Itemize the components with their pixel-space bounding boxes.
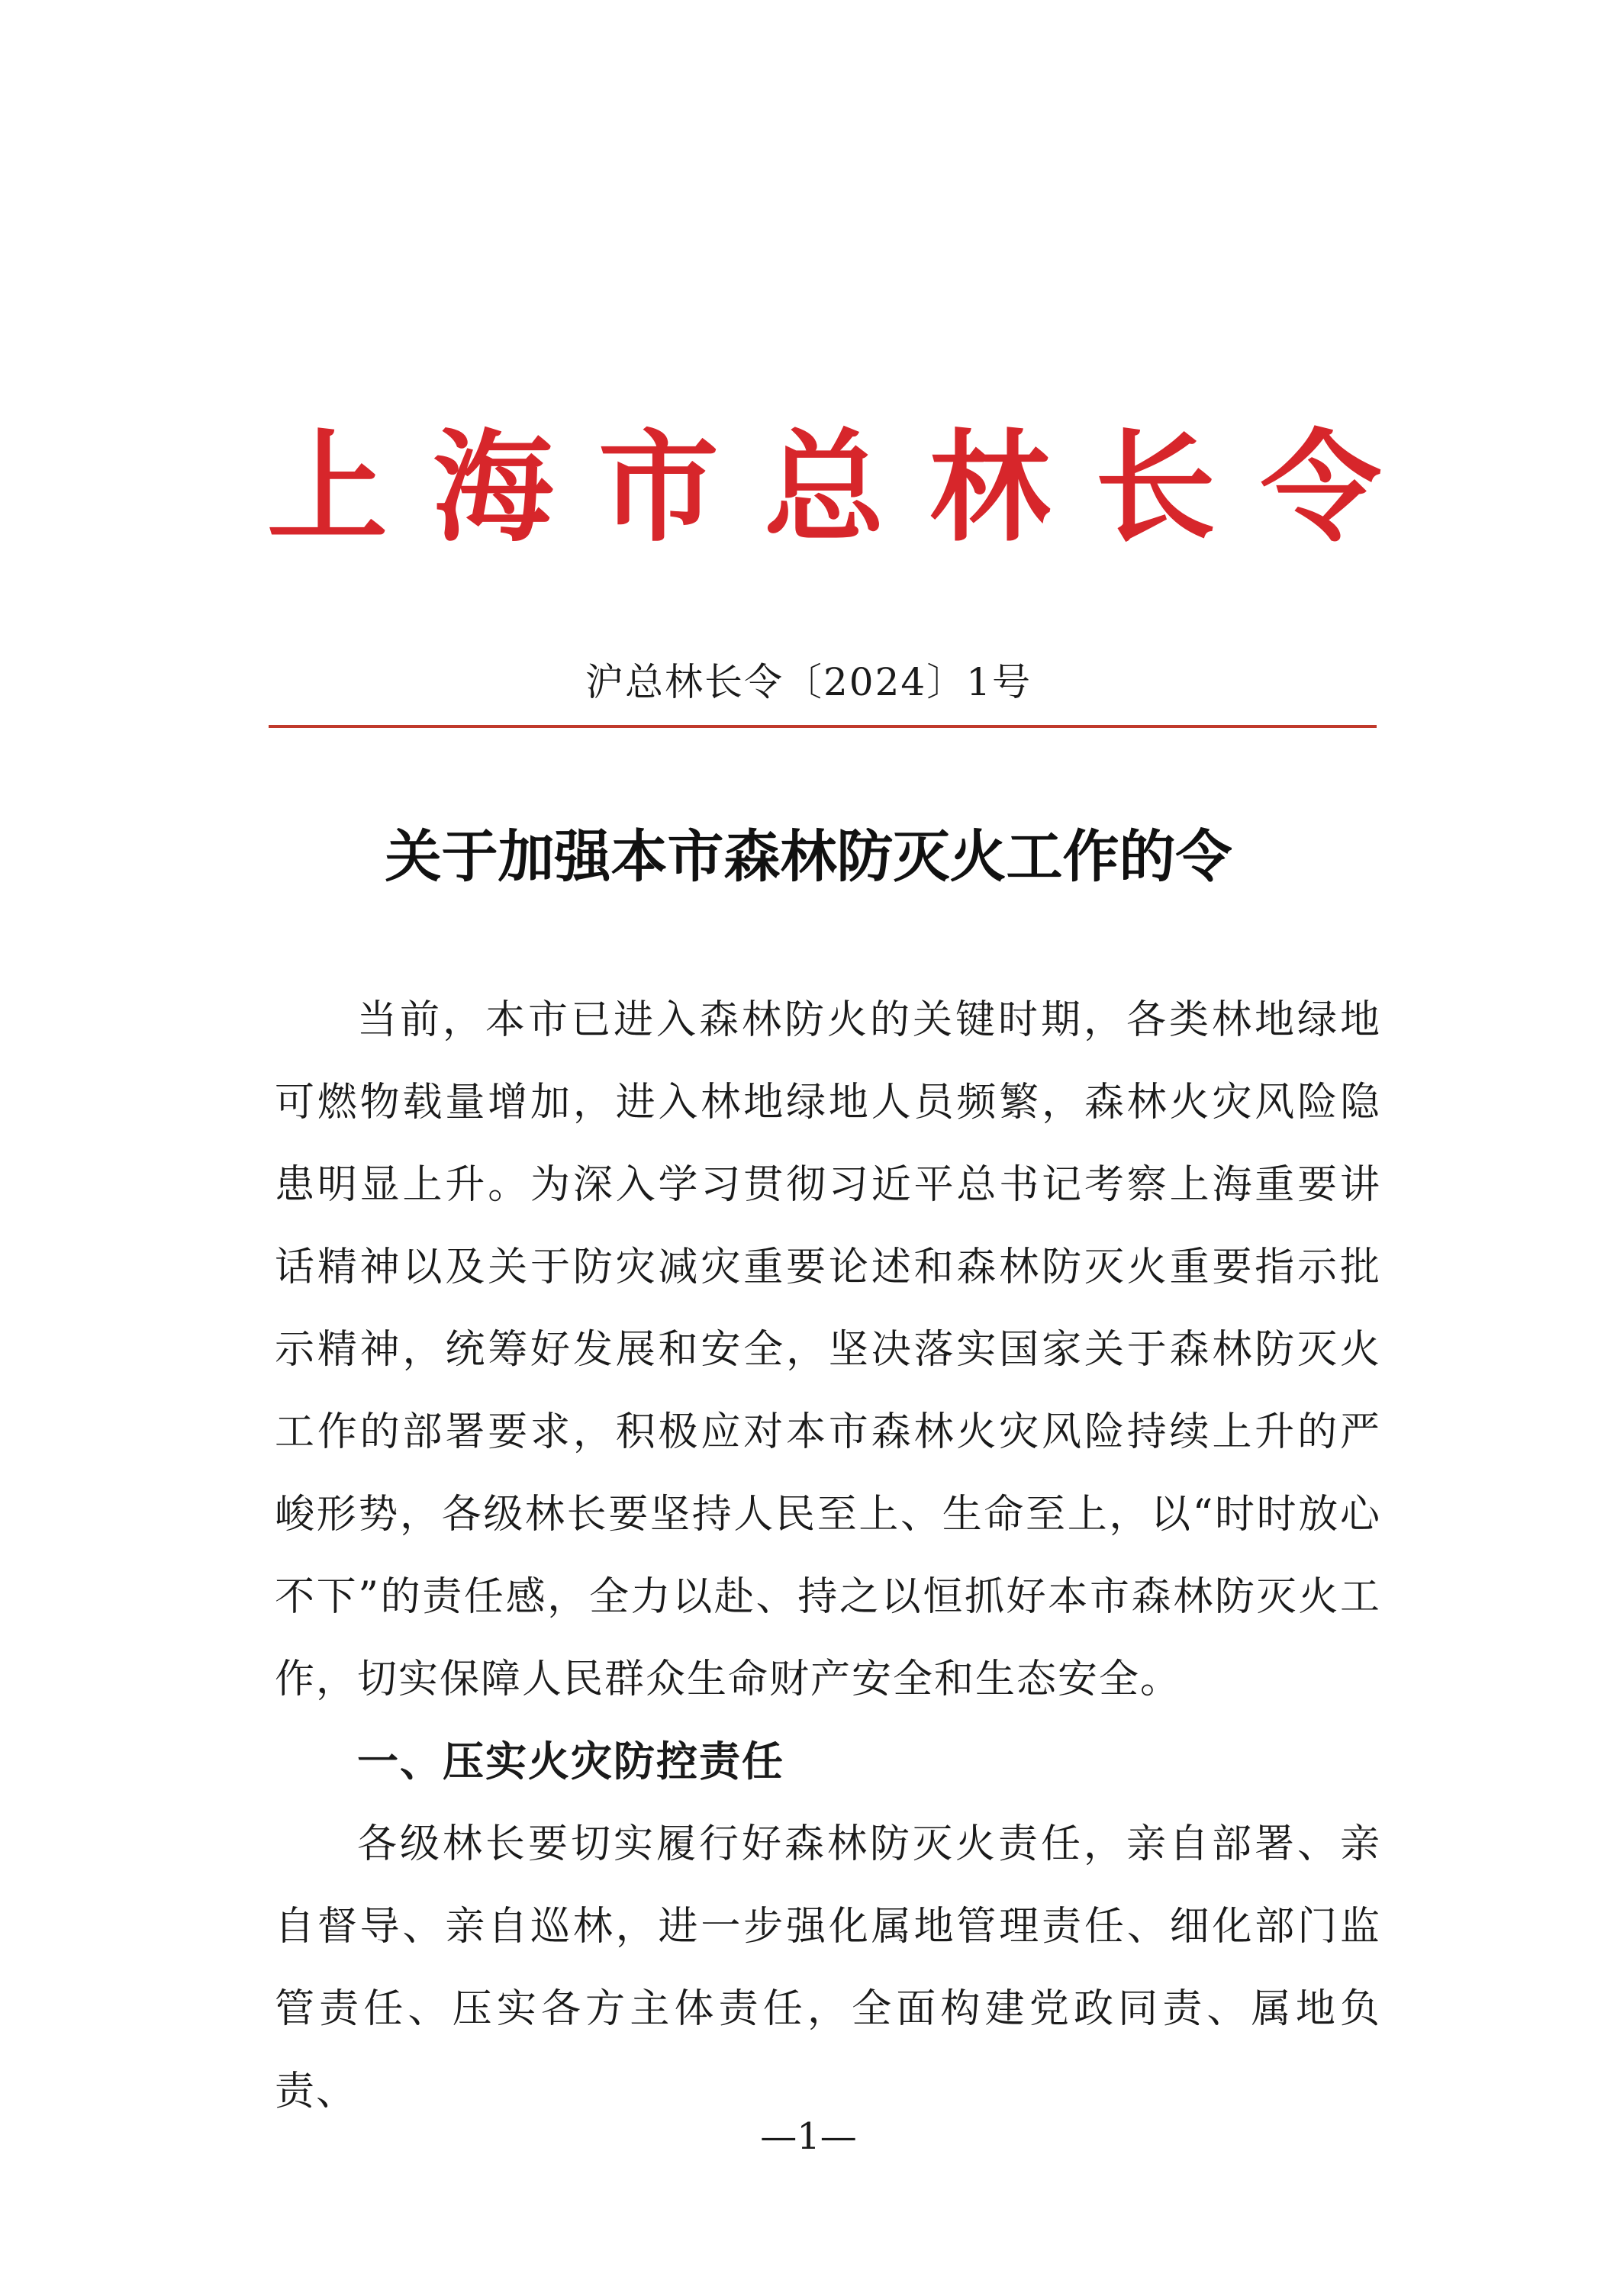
document-title: 关于加强本市森林防灭火工作的令 [385,824,1232,890]
issuer-header-char: 上 [267,418,388,559]
issuer-header-char: 总 [764,418,884,559]
issuer-header [267,416,1381,561]
body-paragraph: 当前，本市已进入森林防火的关键时期，各类林地绿地可燃物载量增加，进入林地绿地人员频繁，森林火灾风险隐患明显上升。为深入学习贯彻习近平总书记考察上海重要讲话精神以及关于防灾减灾重要论述和森林防灭火重要指示批示精神，统筹好发展和安全，坚决落实国家关于森林防灭火工作的部署要求，积极应对本市森林火灾风险持续上升的严峻形势，各级林长要坚持人民至上、生命至上，以“时时放心不下”的责任感，全力以赴、持之以恒抓好本市森林防灭火工作，切实保障人民群众生命财产安全和生态安全。 [275,997,1381,1702]
document-number: 沪总林长令〔2024〕1号 [585,660,1032,704]
issuer-header-char: 长 [1095,418,1216,559]
red-divider [269,725,1377,728]
section-heading: 一、压实火灾防控责任 [357,1737,784,1786]
body-paragraph: 各级林长要切实履行好森林防灭火责任，亲自部署、亲自督导、亲自巡林，进一步强化属地管理责任、细化部门监管责任、压实各方主体责任，全面构建党政同责、属地负责、 [275,1821,1381,2114]
document-body [275,979,1381,2133]
issuer-header-char: 林 [929,418,1050,559]
issuer-header-char: 海 [433,418,553,559]
issuer-header-char: 市 [598,418,719,559]
issuer-header-char: 令 [1261,418,1381,559]
page-number: —1— [760,2115,857,2158]
